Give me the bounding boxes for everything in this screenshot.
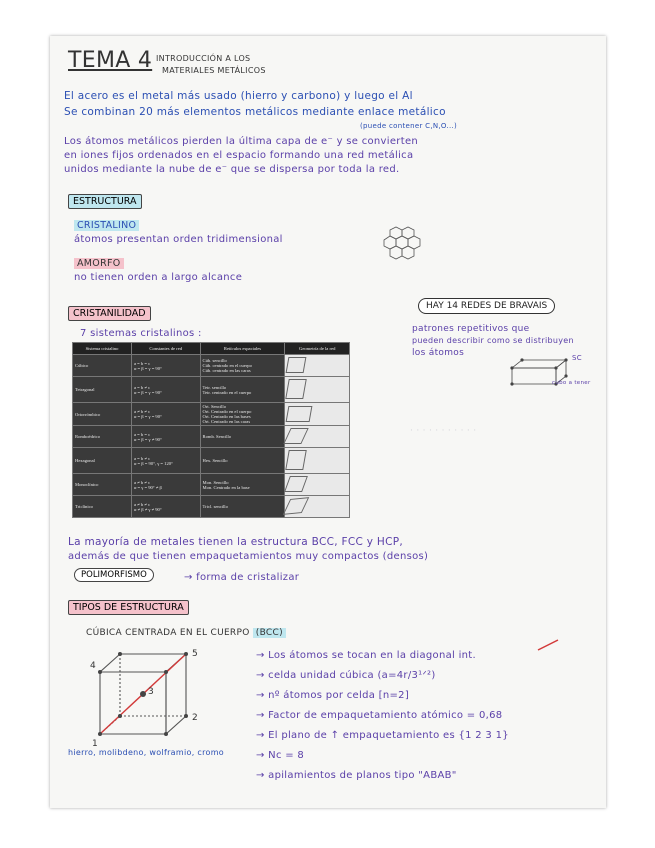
table-cell: Tetragonal	[73, 377, 132, 403]
table-cell: Hex. Sencillo	[200, 448, 285, 474]
lattice-geometry-image	[285, 474, 350, 496]
intro-line-2: Se combinan 20 más elementos metálicos mediante enlace metálico	[64, 106, 446, 118]
table-header: Sistema cristalino	[73, 343, 132, 355]
mayoria-line-1: La mayoría de metales tienen la estructura BCC, FCC y HCP,	[68, 536, 404, 548]
cubo-label: cubo a tener	[552, 380, 591, 386]
bcc-bullet: → celda unidad cúbica (a=4r/3¹ᐟ²)	[256, 670, 436, 681]
intro-note: (puede contener C,N,O...)	[360, 122, 458, 130]
cube-label: 3	[148, 687, 154, 697]
sc-label: SC	[572, 354, 582, 362]
table-row	[73, 426, 350, 448]
notebook-page	[50, 36, 606, 808]
table-cell: Romboédrico	[73, 426, 132, 448]
table-cell: Tetr. sencillo Tetr. centrado en el cuerpo	[200, 377, 285, 403]
polimorfismo-tag: POLIMORFISMO	[74, 568, 154, 582]
table-cell: Tricl. sencillo	[200, 496, 285, 518]
bleedthrough-text: · · · · · · · · · · ·	[410, 426, 477, 436]
bcc-bullet: → Nc = 8	[256, 750, 305, 761]
intro-line-1: El acero es el metal más usado (hierro y carbono) y luego el Al	[64, 90, 413, 102]
cube-label: 5	[192, 649, 198, 659]
table-header: Constantes de red	[132, 343, 201, 355]
bcc-examples: hierro, molibdeno, wolframio, cromo	[68, 748, 224, 757]
tipos-tag: TIPOS DE ESTRUCTURA	[68, 600, 189, 615]
cube-label: 2	[192, 713, 198, 723]
table-cell: Triclínico	[73, 496, 132, 518]
table-cell: Hexagonal	[73, 448, 132, 474]
lattice-geometry-image	[285, 496, 350, 518]
sistemas-label: 7 sistemas cristalinos :	[80, 328, 202, 339]
bravais-badge: HAY 14 REDES DE BRAVAIS	[418, 298, 555, 314]
table-cell: Cúbico	[73, 355, 132, 377]
table-cell: Monoclínico	[73, 474, 132, 496]
atoms-line-1: Los átomos metálicos pierden la última capa de e⁻ y se convierten	[64, 136, 419, 147]
bcc-bullet: → nº átomos por celda [n=2]	[256, 690, 410, 701]
lattice-geometry-image	[285, 426, 350, 448]
table-cell: Romb. Sencillo	[200, 426, 285, 448]
table-cell: a ≠ b ≠ c α = γ = 90° ≠ β	[132, 474, 201, 496]
bravais-note-1: patrones repetitivos que	[412, 324, 530, 334]
polimorfismo-desc: → forma de cristalizar	[184, 572, 300, 583]
page-title: TEMA 4	[68, 48, 153, 73]
crystal-systems-table	[72, 342, 350, 518]
cristalinidad-tag: CRISTANILIDAD	[68, 306, 151, 321]
cristalino-desc: átomos presentan orden tridimensional	[74, 234, 283, 245]
table-cell: a = b ≠ c α = β = γ = 90°	[132, 377, 201, 403]
table-cell: a = b ≠ c α = β = 90°, γ = 120°	[132, 448, 201, 474]
table-row	[73, 403, 350, 426]
amorfo-label: AMORFO	[74, 258, 124, 269]
table-cell: Ort. Sencillo Ort. Centrado en el cuerpo Ort. Centrado en las bases Ort. Centrado en las caras	[200, 403, 285, 426]
lattice-geometry-image	[285, 403, 350, 426]
table-row	[73, 355, 350, 377]
lattice-geometry-image	[285, 448, 350, 474]
estructura-tag: ESTRUCTURA	[68, 194, 142, 209]
amorfo-desc: no tienen orden a largo alcance	[74, 272, 243, 283]
table-header: Geometría de la red	[285, 343, 350, 355]
red-underline-mark	[536, 638, 562, 652]
table-row	[73, 496, 350, 518]
bcc-bullet: → Los átomos se tocan en la diagonal int.	[256, 650, 477, 661]
table-cell: a ≠ b ≠ c α ≠ β ≠ γ ≠ 90°	[132, 496, 201, 518]
bcc-bullet: → apilamientos de planos tipo "ABAB"	[256, 770, 457, 781]
table-row	[73, 448, 350, 474]
table-row	[73, 377, 350, 403]
title-sub-1: INTRODUCCIÓN A LOS	[156, 54, 251, 63]
atoms-line-3: unidos mediante la nube de e⁻ que se dispersa por toda la red.	[64, 164, 400, 175]
bravais-note-3: los átomos	[412, 348, 465, 358]
bcc-cube-diagram	[88, 648, 218, 748]
table-cell: a = b = c α = β = γ ≠ 90°	[132, 426, 201, 448]
lattice-geometry-image	[285, 377, 350, 403]
simple-cubic-sketch	[506, 354, 596, 394]
table-cell: Ortorrómbico	[73, 403, 132, 426]
cristalino-label: CRISTALINO	[74, 220, 139, 231]
table-cell: a ≠ b ≠ c α = β = γ = 90°	[132, 403, 201, 426]
bcc-bullet: → Factor de empaquetamiento atómico = 0,68	[256, 710, 503, 721]
title-sub-2: MATERIALES METÁLICOS	[162, 66, 266, 75]
cube-label: 1	[92, 739, 98, 748]
bcc-bullet: → El plano de ↑ empaquetamiento es {1 2 3 1}	[256, 730, 509, 741]
table-header: Retículos espaciales	[200, 343, 285, 355]
table-cell: a = b = c α = β = γ = 90°	[132, 355, 201, 377]
table-header-row	[73, 343, 350, 355]
table-cell: Cúb. sencillo Cúb. centrado en el cuerpo Cúb. centrado en las caras	[200, 355, 285, 377]
table-row	[73, 474, 350, 496]
amorphous-hexagon-icon	[380, 226, 430, 266]
mayoria-line-2: además de que tienen empaquetamientos muy compactos (densos)	[68, 551, 429, 562]
bcc-title: CÚBICA CENTRADA EN EL CUERPO (BCC)	[86, 628, 286, 638]
atoms-line-2: en iones fijos ordenados en el espacio formando una red metálica	[64, 150, 414, 161]
cube-label: 4	[90, 661, 96, 671]
table-cell: Mon. Sencillo Mon. Centrado en la base	[200, 474, 285, 496]
bravais-note-2: pueden describir como se distribuyen	[412, 336, 574, 345]
lattice-geometry-image	[285, 355, 350, 377]
